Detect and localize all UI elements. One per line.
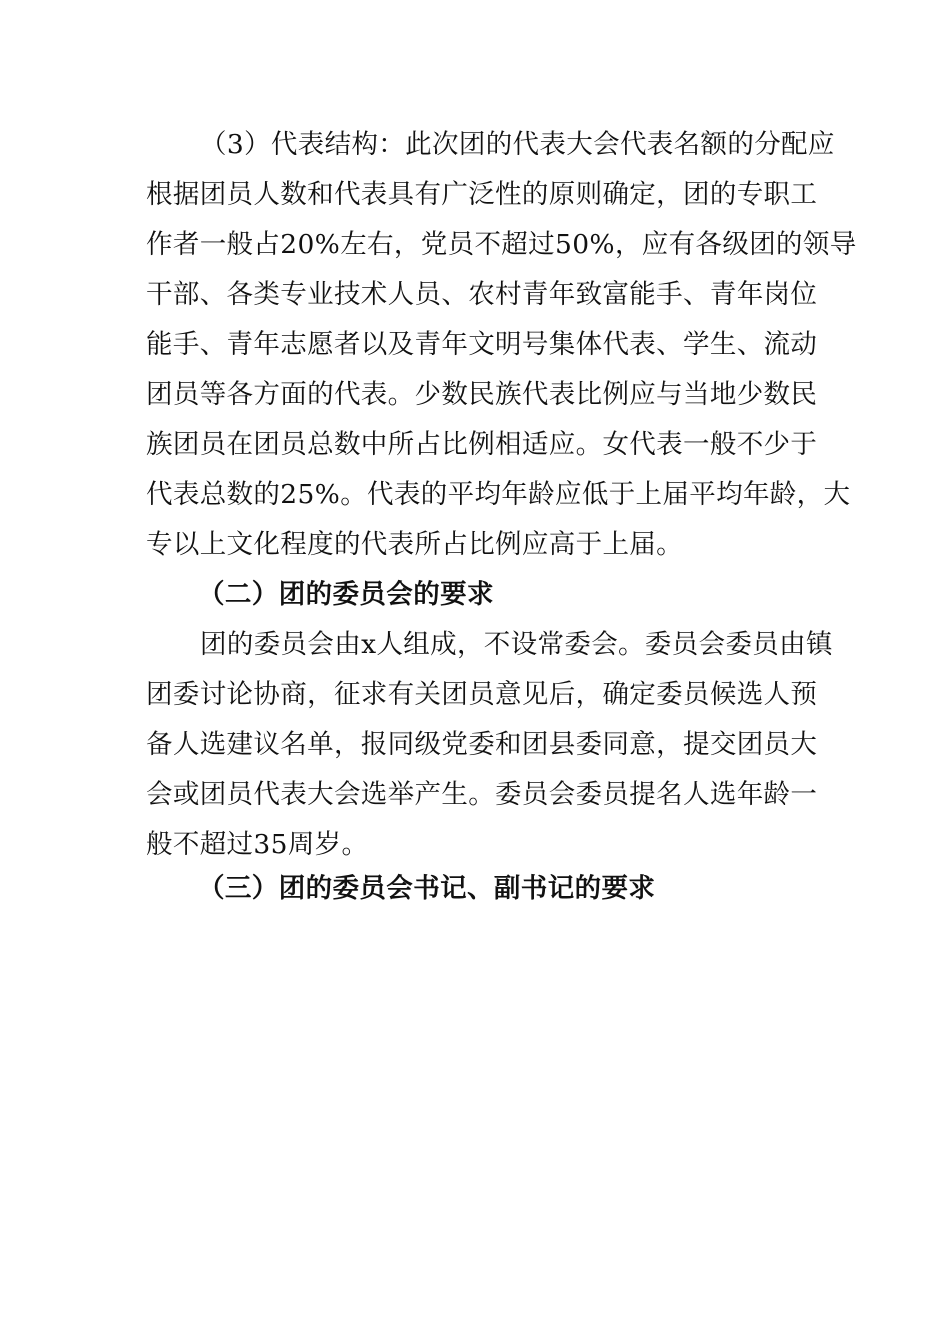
paragraph-line: 能手、青年志愿者以及青年文明号集体代表、学生、流动 xyxy=(146,329,818,360)
section-heading: （二）团的委员会的要求 xyxy=(198,579,494,610)
paragraph-line: 团的委员会由x人组成，不设常委会。委员会委员由镇 xyxy=(200,629,833,660)
paragraph-line: 备人选建议名单，报同级党委和团县委同意，提交团员大 xyxy=(146,729,818,760)
paragraph-line: 般不超过35周岁。 xyxy=(146,829,369,860)
paragraph-line: 团委讨论协商，征求有关团员意见后，确定委员候选人预 xyxy=(146,679,818,710)
paragraph-line: 作者一般占20%左右，党员不超过50%，应有各级团的领导 xyxy=(146,229,857,260)
paragraph-line: 专以上文化程度的代表所占比例应高于上届。 xyxy=(146,529,683,560)
paragraph-line: 根据团员人数和代表具有广泛性的原则确定，团的专职工 xyxy=(146,179,818,210)
section-heading: （三）团的委员会书记、副书记的要求 xyxy=(198,873,656,904)
paragraph-line: （3）代表结构：此次团的代表大会代表名额的分配应 xyxy=(200,129,835,160)
paragraph-line: 会或团员代表大会选举产生。委员会委员提名人选年龄一 xyxy=(146,779,818,810)
paragraph-line: 族团员在团员总数中所占比例相适应。女代表一般不少于 xyxy=(146,429,818,460)
paragraph-line: 干部、各类专业技术人员、农村青年致富能手、青年岗位 xyxy=(146,279,818,310)
paragraph-line: 代表总数的25%。代表的平均年龄应低于上届平均年龄，大 xyxy=(146,479,851,510)
paragraph-line: 团员等各方面的代表。少数民族代表比例应与当地少数民 xyxy=(146,379,818,410)
